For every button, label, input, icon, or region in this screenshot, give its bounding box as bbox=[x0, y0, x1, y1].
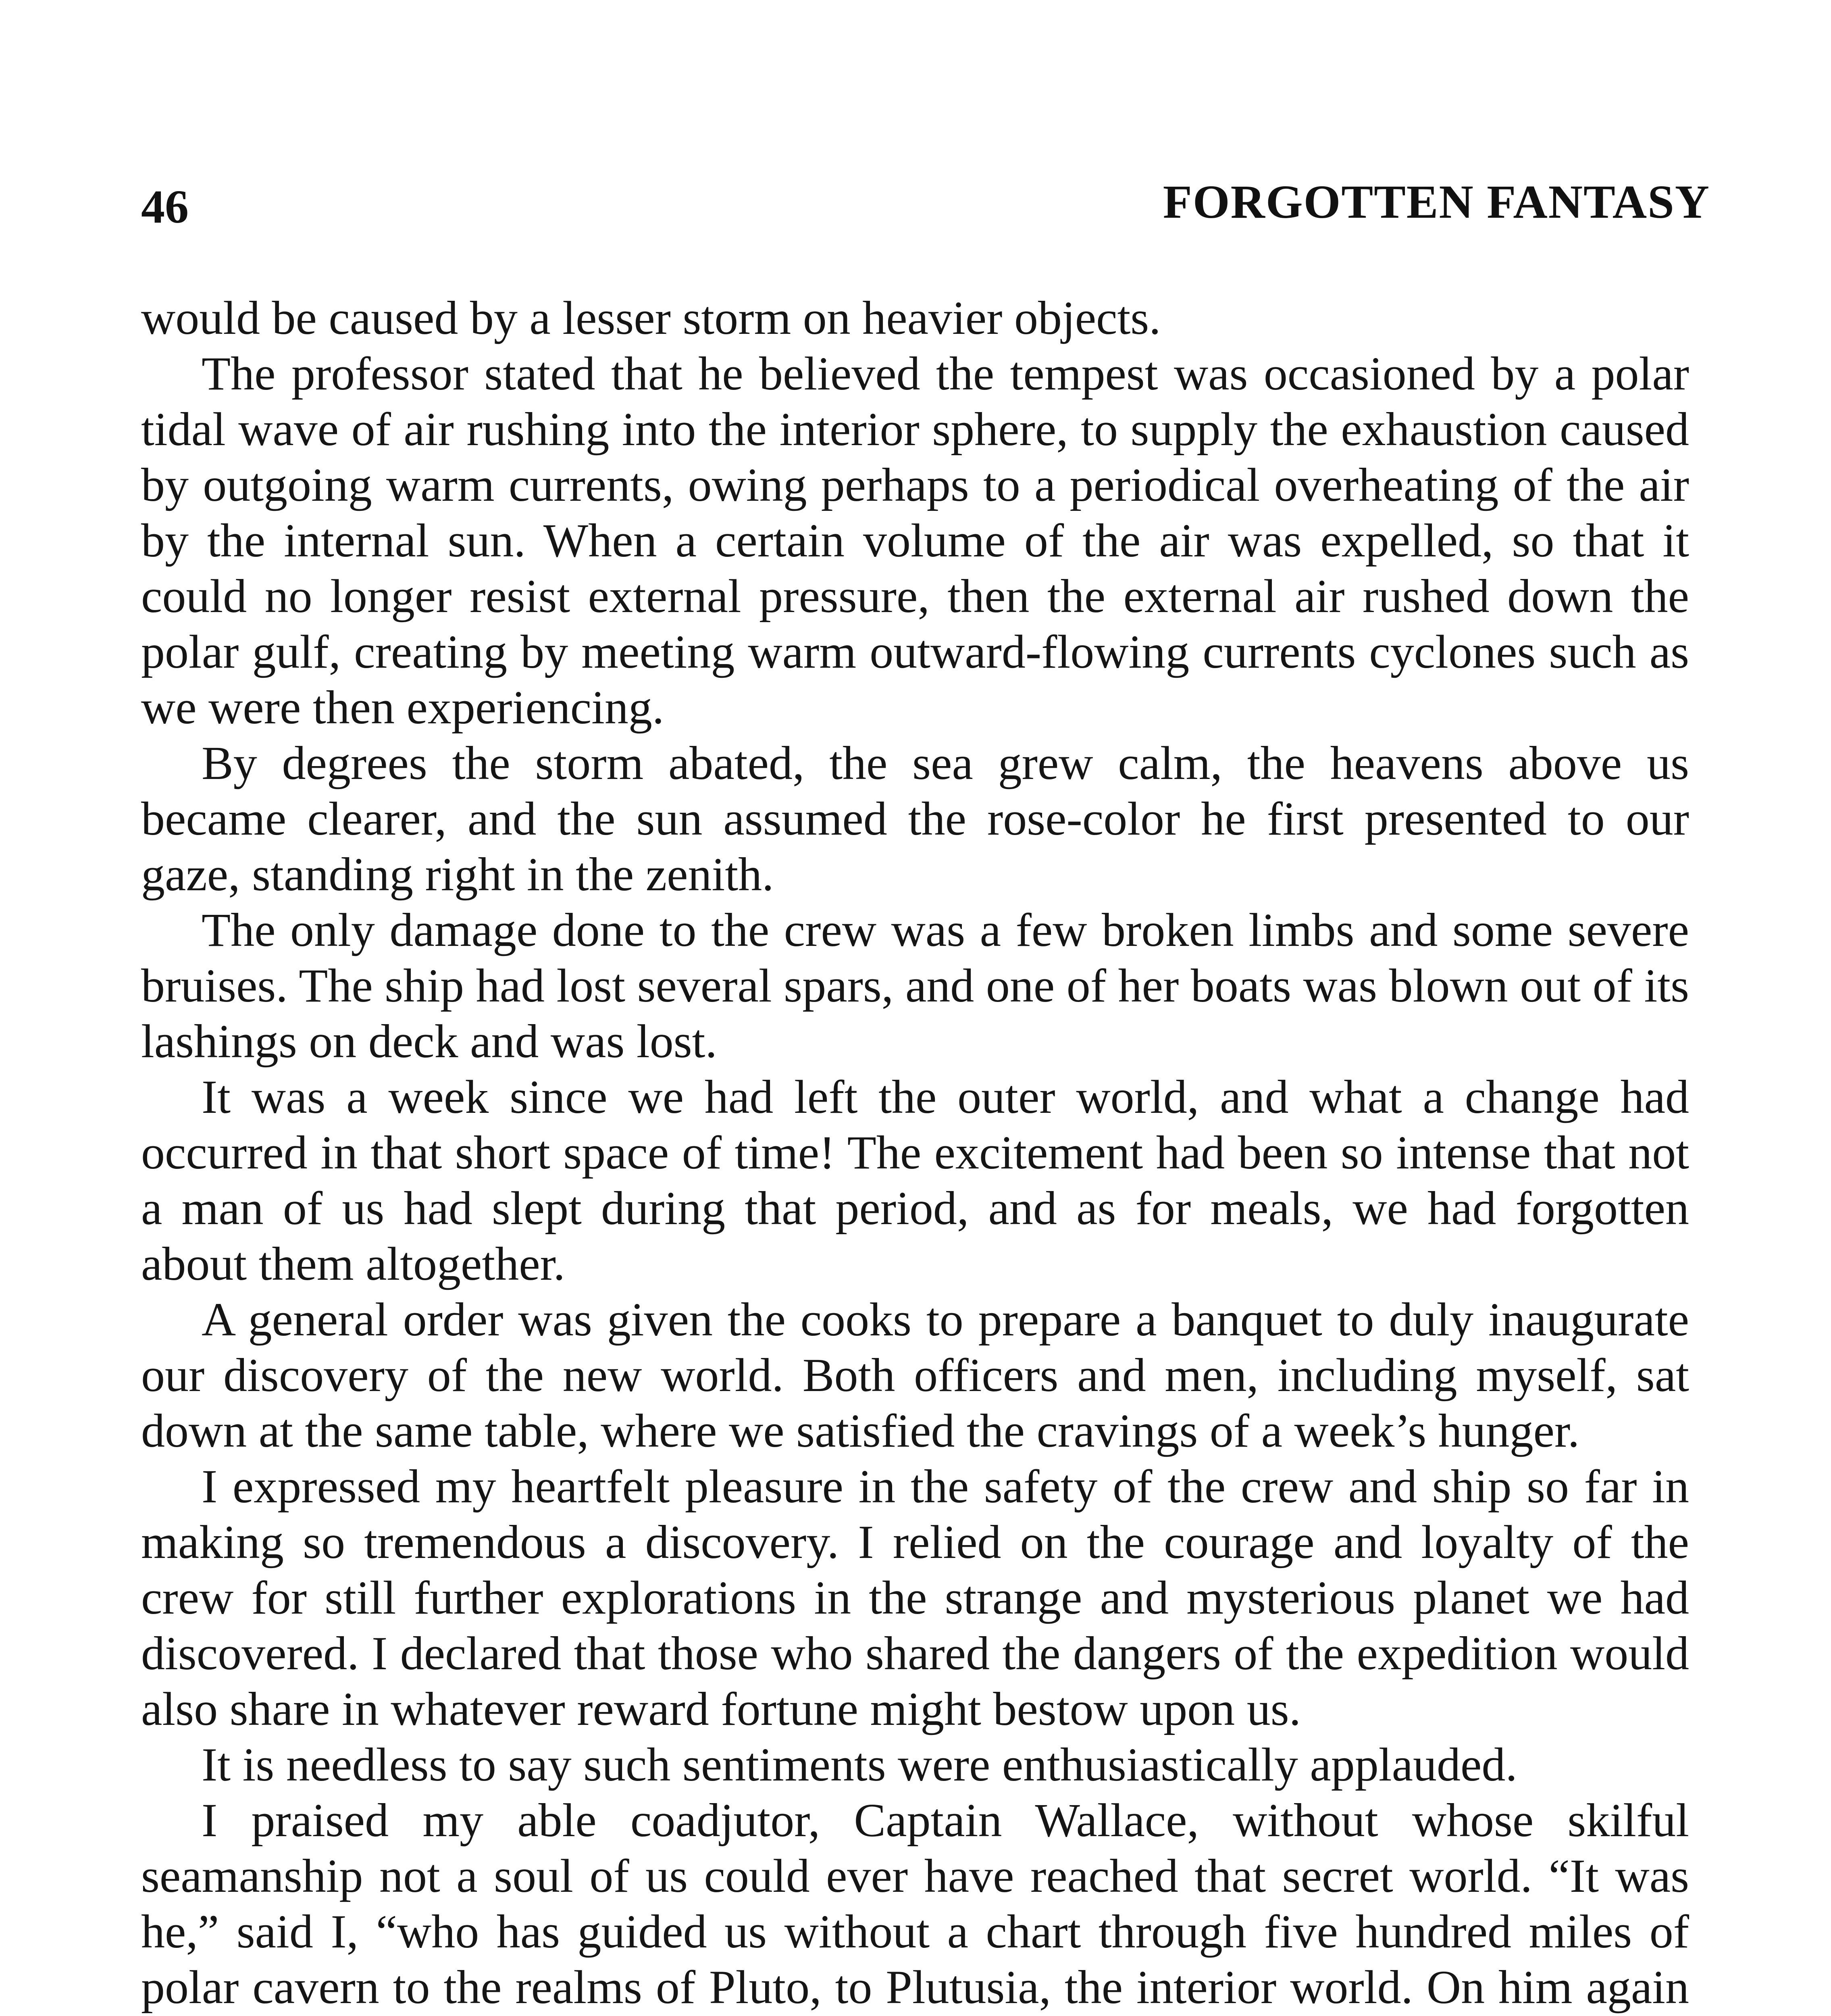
paragraph: I praised my able coadjutor, Captain Wallace, without whose skilful seamanship not a soul of us could ever have reached that secret world. “It was he,” said I, “who has guided us without a chart through five hundred miles of polar cavern to the realms of Pluto, to Plutusia, the interior world. On him again bbox=[141, 1794, 1689, 2014]
paragraph: It is needless to say such sentiments were enthusiastically applauded. bbox=[202, 1738, 1517, 1791]
paragraph: The only damage done to the crew was a few broken limbs and some severe bruises. The ship had lost several spars, and one of her boats was blown out of its lashings on deck and was lost. bbox=[141, 904, 1689, 1068]
running-title: FORGOTTEN FANTASY bbox=[1163, 175, 1710, 228]
paragraph: would be caused by a lesser storm on heavier objects. bbox=[141, 292, 1161, 344]
paragraph: By degrees the storm abated, the sea grew calm, the heavens above us became clearer, and the sun assumed the rose-color he first presented to our gaze, standing right in the zenith. bbox=[141, 737, 1689, 901]
body-text bbox=[141, 290, 1689, 2016]
page-number: 46 bbox=[141, 180, 189, 233]
paragraph: The professor stated that he believed the tempest was occasioned by a polar tidal wave of air rushing into the interior sphere, to supply the exhaustion caused by outgoing warm currents, owing perhaps to a periodical overheating of the air by the internal sun. When a certain volume of the air was expelled, so that it could no longer resist external pressure, then the external air rushed down the polar gulf, creating by meeting warm outward-flowing currents cyclones such as we were then experiencing. bbox=[141, 347, 1689, 734]
paragraph: I expressed my heartfelt pleasure in the safety of the crew and ship so far in making so tremendous a discovery. I relied on the courage and loyalty of the crew for still further explorations in the strange and mysterious planet we had discovered. I declared that those who shared the dangers of the expedition would also share in whatever reward fortune might bestow upon us. bbox=[141, 1460, 1689, 1735]
paragraph: It was a week since we had left the outer world, and what a change had occurred in that short space of time! The excitement had been so intense that not a man of us had slept during that period, and as for meals, we had forgotten about them altogether. bbox=[141, 1070, 1689, 1290]
page-header bbox=[141, 175, 1710, 240]
paragraph: A general order was given the cooks to prepare a banquet to duly inaugurate our discovery of the new world. Both officers and men, including myself, sat down at the same table, where we satisfied the cravings of a week’s hunger. bbox=[141, 1293, 1689, 1457]
